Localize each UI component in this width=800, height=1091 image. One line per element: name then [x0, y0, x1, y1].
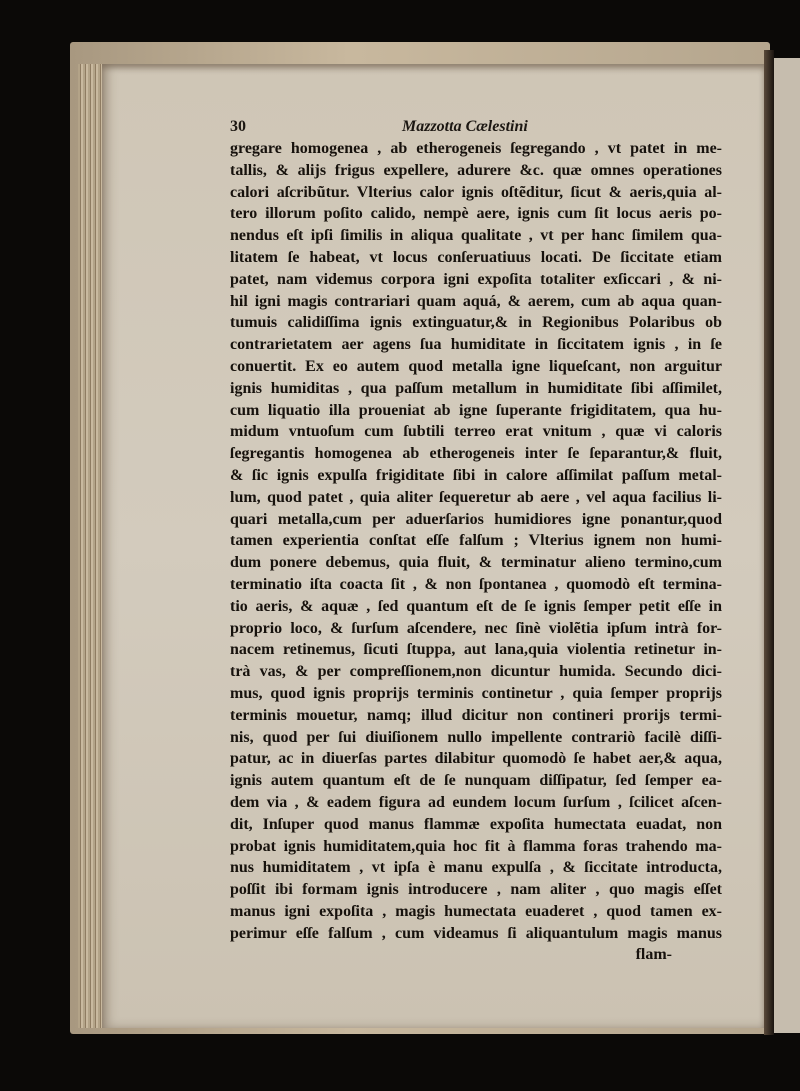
- text-line: midum vntuoſum cum ſubtili terreo erat vnitum , quæ vi caloris: [230, 423, 722, 441]
- page-stack-edge: [78, 64, 102, 1028]
- text-line: nacem retinemus, ſicuti ſtuppa, aut lana,quia violentia retinetur in-: [230, 641, 722, 659]
- text-line: patet, nam videmus corpora igni expoſita totaliter exſiccari , & ni-: [230, 270, 722, 288]
- text-line: conuertit. Ex eo autem quod metalla igne liqueſcant, non arguitur: [230, 357, 722, 375]
- text-line: terminis mouetur, namq; illud dicitur non contineri prorijs termi-: [230, 706, 722, 724]
- text-line: calori aſcribũtur. Vlterius calor ignis oſtẽditur, ſicut & aeris,quia al-: [230, 183, 722, 201]
- text-line: tero illorum poſito calido, nempè aere, ignis cum ſit locus aeris po-: [230, 205, 722, 223]
- text-line: ſegregantis homogenea ab etherogeneis inter ſe ſeparantur,& fluit,: [230, 445, 722, 463]
- page-number: 30: [230, 118, 246, 135]
- text-line: dem via , & eadem figura ad eundem locum ſurſum , ſcilicet aſcen-: [230, 793, 722, 811]
- text-line: probat ignis humiditatem,quia hoc fit à flamma foras trahendo ma-: [230, 837, 722, 855]
- text-line: dum ponere debemus, quia fluit, & terminatur alieno termino,cum: [230, 554, 722, 572]
- text-line: proprio loco, & ſurſum aſcendere, nec ſinè violẽtia ipſum intrà for-: [230, 619, 722, 637]
- text-line: litatem ſe habeat, vt locus conſeruatiuus locati. De ſiccitate etiam: [230, 248, 722, 266]
- text-line: patur, ac in diuerſas partes dilabitur quomodò ſe habet aer,& aqua,: [230, 750, 722, 768]
- text-line: perimur eſſe falſum , cum videamus ſi aliquantulum magis manus: [230, 924, 722, 942]
- text-line: poſſit ibi formam ignis introducere , nam aliter , quo magis eſſet: [230, 881, 722, 899]
- text-line: tallis, & alijs frigus expellere, adurere &c. quæ omnes operationes: [230, 161, 722, 179]
- text-line: ignis autem quantum eſt de ſe nunquam diſſipatur, ſed ſemper ea-: [230, 772, 722, 790]
- catchword: flam-: [635, 946, 672, 964]
- running-title: Mazzotta Cælestini: [402, 118, 528, 135]
- text-line: tio aeris, & aquæ , ſed quantum eſt de ſe ignis ſemper petit eſſe in: [230, 597, 722, 615]
- text-line: contrarietatem aer agens ſua humiditate in ſiccitatem ignis , in ſe: [230, 336, 722, 354]
- text-line: gregare homogenea , ab etherogeneis ſegregando , vt patet in me-: [230, 140, 722, 157]
- text-line: nis, quod per ſui diuiſionem nullo impellente contrariò facilè diſſi-: [230, 728, 722, 746]
- page-header: [230, 118, 722, 138]
- text-line: terminatio iſta coacta ſit , & non ſpontanea , quomodò eſt termina-: [230, 575, 722, 593]
- text-line: lum, quod patet , quia aliter ſequeretur ab aere , vel aqua facilius li-: [230, 488, 722, 506]
- text-line: tamen experientia conſtat eſſe falſum ; Vlterius ignem non humi-: [230, 532, 722, 550]
- text-line: tumuis calidiſſima ignis extinguatur,& in Regionibus Polaribus ob: [230, 314, 722, 332]
- text-line: trà vas, & per compreſſionem,non dicuntur humida. Secundo dici-: [230, 663, 722, 681]
- text-line: dit, Inſuper quod manus flammæ expoſita humectata euadat, non: [230, 815, 722, 833]
- text-line: quari metalla,cum per aduerſarios humidiores igne ponantur,quod: [230, 510, 722, 528]
- text-line: nendus eſt ipſi ſimilis in aliqua qualitate , vt per hanc ſimilem qua-: [230, 227, 722, 245]
- text-line: mus, quod ignis proprijs terminis continetur , quia ſemper proprijs: [230, 684, 722, 702]
- text-line: manus igni expoſita , magis humectata euaderet , quod tamen ex-: [230, 902, 722, 920]
- text-line: & ſic ignis expulſa frigiditate ſibi in calore aſſimilat paſſum metal-: [230, 466, 722, 484]
- book-gutter: [764, 50, 774, 1035]
- text-line: cum liquatio illa proueniat ab igne ſuperante frigiditatem, qua hu-: [230, 401, 722, 419]
- text-line: hil igni magis contrariari quam aquá, & aerem, cum ab aqua quan-: [230, 292, 722, 310]
- body-text: [230, 138, 722, 966]
- facing-page-edge: [774, 58, 800, 1033]
- text-line: ignis humiditas , qua paſſum metallum in humiditate ſibi aſſimilet,: [230, 379, 722, 397]
- text-line: nus humiditatem , vt ipſa è manu expulſa , & ſiccitate introducta,: [230, 859, 722, 877]
